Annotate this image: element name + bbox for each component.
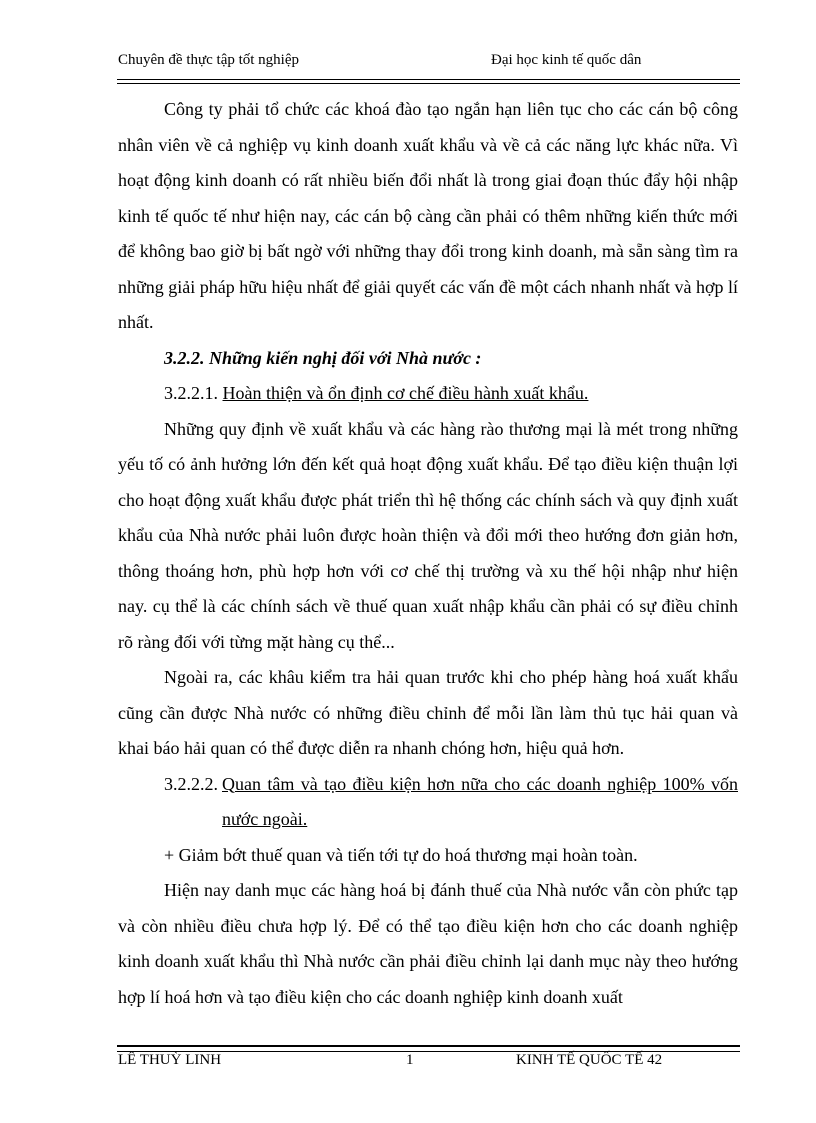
footer-class: KINH TẾ QUỐC TẾ 42	[516, 1052, 663, 1068]
bullet-tariff: + Giảm bớt thuế quan và tiến tới tự do hoá thương mại hoàn toàn.	[164, 844, 638, 865]
header-left: Chuyên đề thực tập tốt nghiệp	[118, 52, 300, 68]
document-body	[118, 92, 738, 1015]
section-heading: 3.2.2. Những kiến nghị đối với Nhà nước :	[164, 347, 482, 368]
page-header	[118, 52, 738, 74]
page-number: 1	[406, 1052, 414, 1068]
subsection-1-number: 3.2.2.1.	[164, 383, 218, 403]
subsection-2-number: 3.2.2.2.	[164, 773, 218, 794]
subsection-2	[118, 767, 738, 838]
footer-rule	[117, 1045, 740, 1052]
paragraph-training: Công ty phải tổ chức các khoá đào tạo ngắn hạn liên tục cho các cán bộ công nhân viên về cả nghiệp vụ kinh doanh xuất khẩu và về cả các năng lực khác nữa. Vì hoạt động kinh doanh có rất nhiều biến đổi nhất là trong giai đoạn thúc đẩy hội nhập kinh tế quốc tế như hiện nay, các cán bộ càng cần phải có thêm những kiến thức mới để không bao giờ bị bất ngờ với những thay đổi trong kinh doanh, mà sẵn sàng tìm ra những giải pháp hữu hiệu nhất để giải quyết các vấn đề một cách nhanh nhất và hợp lí nhất.	[118, 99, 738, 332]
page-footer	[118, 1052, 738, 1074]
paragraph-tax-list: Hiện nay danh mục các hàng hoá bị đánh thuế của Nhà nước vẫn còn phức tạp và còn nhiều điều chưa hợp lý. Để có thể tạo điều kiện hơn cho các doanh nghiệp kinh doanh xuất khẩu thì Nhà nước cần phải điều chỉnh lại danh mục này theo hướng hợp lí hoá hơn và tạo điều kiện cho các doanh nghiệp kinh doanh xuất	[118, 880, 738, 1007]
paragraph-regulations: Những quy định về xuất khẩu và các hàng rào thương mại là mét trong những yếu tố có ảnh hưởng lớn đến kết quả hoạt động xuất khẩu. Để tạo điều kiện thuận lợi cho hoạt động xuất khẩu được phát triển thì hệ thống các chính sách và quy định xuất khẩu của Nhà nước phải luôn được hoàn thiện và đổi mới theo hướng đơn giản hơn, thông thoáng hơn, phù hợp hơn với cơ chế thị trường và xu thế hội nhập như hiện nay. cụ thể là các chính sách về thuế quan xuất nhập khẩu cần phải có sự điều chỉnh rõ ràng đối với từng mặt hàng cụ thể...	[118, 418, 738, 652]
subsection-1	[118, 376, 738, 412]
header-rule	[117, 79, 740, 84]
subsection-2-title: Quan tâm và tạo điều kiện hơn nữa cho các doanh nghiệp 100% vốn nước ngoài.	[222, 773, 738, 829]
subsection-1-title: Hoàn thiện và ổn định cơ chế điều hành xuất khẩu.	[222, 383, 589, 403]
paragraph-customs: Ngoài ra, các khâu kiểm tra hải quan trước khi cho phép hàng hoá xuất khẩu cũng cần được Nhà nước có những điều chỉnh để mỗi lần làm thủ tục hải quan và khai báo hải quan có thể được diễn ra nhanh chóng hơn, hiệu quả hơn.	[118, 667, 738, 758]
header-right: Đại học kinh tế quốc dân	[491, 52, 642, 68]
footer-author: LÊ THUỲ LINH	[118, 1052, 222, 1068]
